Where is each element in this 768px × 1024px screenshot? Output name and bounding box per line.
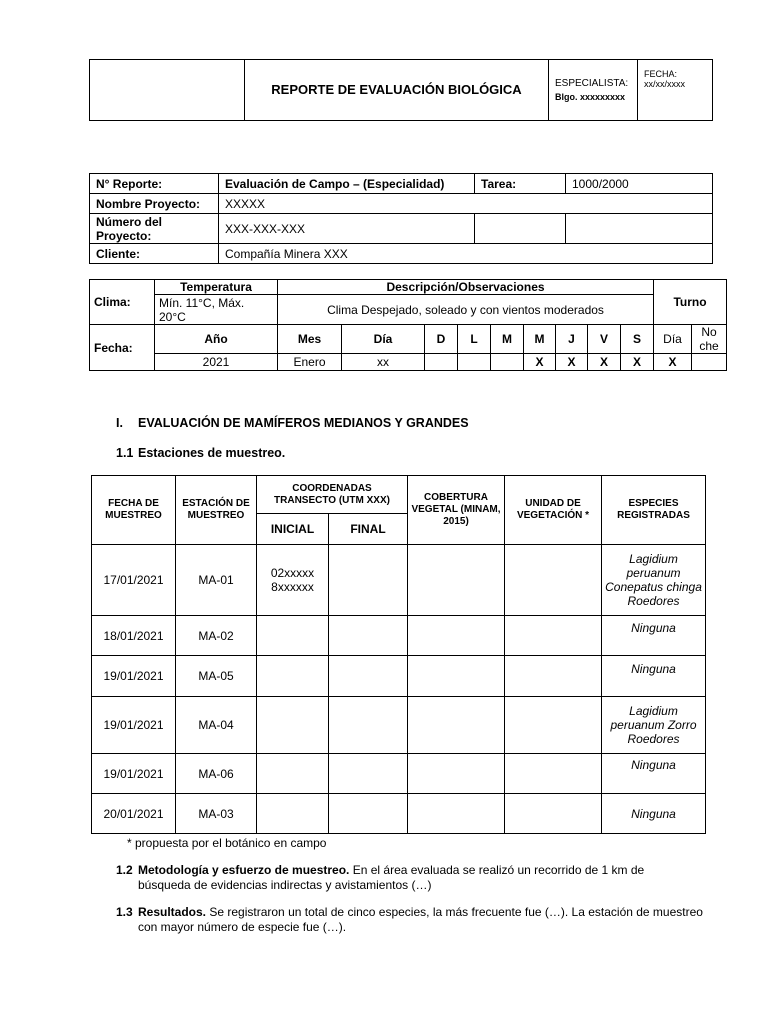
col-unidad-header: UNIDAD DE VEGETACIÓN *: [505, 476, 602, 545]
subsection-1-3-paragraph: [138, 905, 703, 935]
report-info-table: [89, 173, 713, 264]
tarea-label: Tarea:: [475, 174, 566, 194]
report-title: REPORTE DE EVALUACIÓN BIOLÓGICA: [245, 60, 549, 121]
temperatura-value: Mín. 11°C, Máx. 20°C: [155, 295, 278, 325]
day-mark-v: X: [588, 354, 621, 371]
logo-cell: [90, 60, 245, 121]
reporte-label: N° Reporte:: [90, 174, 219, 194]
mes-header: Mes: [278, 325, 342, 354]
col-estacion-header: ESTACIÓN DE MUESTREO: [176, 476, 257, 545]
reporte-value: Evaluación de Campo – (Especialidad): [219, 174, 475, 194]
numero-proyecto-value: XXX-XXX-XXX: [219, 214, 475, 244]
row-estacion: MA-05: [176, 656, 257, 697]
col-fecha-header: FECHA DE MUESTREO: [92, 476, 176, 545]
day-header-m2: M: [524, 325, 556, 354]
nombre-proyecto-value: XXXXX: [219, 194, 713, 214]
subsection-1-3-text: Se registraron un total de cinco especies, la más frecuente fue (…). La estación de muestreo con mayor número de especie fue (…).: [138, 905, 703, 934]
dia-value: xx: [342, 354, 425, 371]
section-heading-num: I.: [116, 416, 123, 430]
report-header: [89, 59, 713, 121]
clima-table: [89, 279, 727, 371]
row-especies: Lagidium peruanum Zorro Roedores: [602, 697, 706, 754]
turno-header: Turno: [654, 280, 727, 325]
fecha-value: xx/xx/xxxx: [644, 79, 686, 89]
col-coordenadas-header: COORDENADAS TRANSECTO (UTM XXX): [257, 476, 408, 514]
day-header-v: V: [588, 325, 621, 354]
col-especies-header: ESPECIES REGISTRADAS: [602, 476, 706, 545]
row-inicial: 02xxxxx 8xxxxxx: [257, 545, 329, 616]
clima-label: Clima:: [90, 280, 155, 325]
table-footnote: * propuesta por el botánico en campo: [127, 836, 327, 850]
section-heading: EVALUACIÓN DE MAMÍFEROS MEDIANOS Y GRANDES: [138, 416, 469, 430]
row-especies: Ninguna: [602, 754, 706, 794]
table-row: [92, 616, 706, 656]
row-estacion: MA-01: [176, 545, 257, 616]
day-header-l: L: [458, 325, 491, 354]
fecha-cell: [638, 60, 713, 121]
row-especies: Ninguna: [602, 616, 706, 656]
especialista-label: ESPECIALISTA:: [555, 78, 629, 89]
row-especies: Lagidium peruanum Conepatus chinga Roedores: [602, 545, 706, 616]
table-row: [92, 697, 706, 754]
subsection-1-3-num: 1.3: [116, 905, 133, 919]
especialista-cell: [549, 60, 638, 121]
row-especies: Ninguna: [602, 656, 706, 697]
table-row: [92, 794, 706, 834]
day-header-s: S: [621, 325, 654, 354]
temperatura-header: Temperatura: [155, 280, 278, 295]
row-fecha: 18/01/2021: [92, 616, 176, 656]
anio-header: Año: [155, 325, 278, 354]
table-row: [92, 754, 706, 794]
nombre-proyecto-label: Nombre Proyecto:: [90, 194, 219, 214]
turno-dia-header: Día: [654, 325, 692, 354]
row-fecha: 19/01/2021: [92, 697, 176, 754]
day-header-d: D: [425, 325, 458, 354]
day-mark-j: X: [556, 354, 588, 371]
numero-proyecto-label: Número del Proyecto:: [90, 214, 219, 244]
turno-dia-mark: X: [654, 354, 692, 371]
turno-noche-mark: [692, 354, 727, 371]
row-fecha: 17/01/2021: [92, 545, 176, 616]
cliente-value: Compañía Minera XXX: [219, 244, 713, 264]
subsection-1-2-paragraph: [138, 863, 698, 893]
subsection-1-1-num: 1.1: [116, 446, 134, 460]
day-header-j: J: [556, 325, 588, 354]
day-header-m1: M: [491, 325, 524, 354]
day-mark-l: [458, 354, 491, 371]
table-row: [92, 656, 706, 697]
subsection-1-2-num: 1.2: [116, 863, 133, 877]
day-mark-m2: X: [524, 354, 556, 371]
descripcion-header: Descripción/Observaciones: [278, 280, 654, 295]
col-inicial-header: INICIAL: [257, 514, 329, 545]
subsection-1-2-title: Metodología y esfuerzo de muestreo.: [138, 863, 350, 877]
col-cobertura-header: COBERTURA VEGETAL (MINAM, 2015): [408, 476, 505, 545]
subsection-1-1-title: Estaciones de muestreo.: [138, 446, 286, 460]
cliente-label: Cliente:: [90, 244, 219, 264]
especialista-value: Blgo. xxxxxxxxx: [555, 92, 626, 102]
row-estacion: MA-03: [176, 794, 257, 834]
row-fecha: 19/01/2021: [92, 754, 176, 794]
descripcion-value: Clima Despejado, soleado y con vientos moderados: [278, 295, 654, 325]
day-mark-m1: [491, 354, 524, 371]
estaciones-table: [91, 475, 706, 834]
fecha-label: FECHA:: [644, 69, 678, 79]
day-mark-s: X: [621, 354, 654, 371]
day-mark-d: [425, 354, 458, 371]
row-estacion: MA-04: [176, 697, 257, 754]
row-fecha: 20/01/2021: [92, 794, 176, 834]
fecha-label: Fecha:: [90, 325, 155, 371]
subsection-1-2-text: En el área evaluada se realizó un recorrido de 1 km de búsqueda de evidencias indirectas y avistamientos (…): [138, 863, 645, 892]
table-row: [92, 545, 706, 616]
anio-value: 2021: [155, 354, 278, 371]
row-estacion: MA-02: [176, 616, 257, 656]
turno-noche-header: No che: [692, 325, 727, 354]
row-especies: Ninguna: [602, 794, 706, 834]
dia-header: Día: [342, 325, 425, 354]
subsection-1-3-title: Resultados.: [138, 905, 207, 919]
row-fecha: 19/01/2021: [92, 656, 176, 697]
col-final-header: FINAL: [329, 514, 408, 545]
row-estacion: MA-06: [176, 754, 257, 794]
mes-value: Enero: [278, 354, 342, 371]
tarea-value: 1000/2000: [566, 174, 713, 194]
